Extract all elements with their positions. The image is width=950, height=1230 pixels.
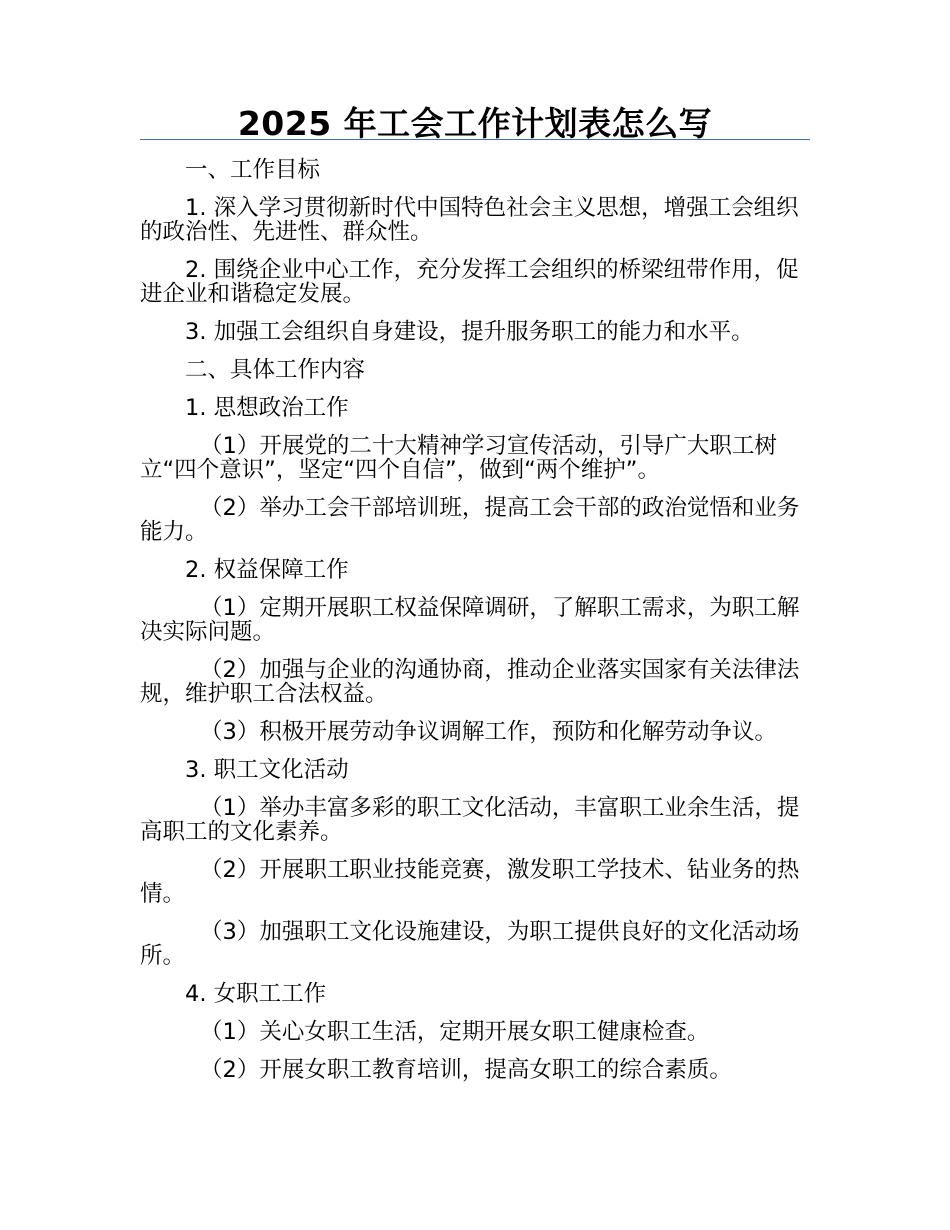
work-item: （1）举办丰富多彩的职工文化活动，丰富职工业余生活，提高职工的文化素养。 xyxy=(140,795,800,845)
subsection-heading-ideology: 1. 思想政治工作 xyxy=(185,395,349,421)
subsection-heading-women: 4. 女职工工作 xyxy=(185,981,327,1007)
work-item: （1）定期开展职工权益保障调研，了解职工需求，为职工解决实际问题。 xyxy=(140,595,800,645)
work-item: （2）开展女职工教育培训，提高女职工的综合素质。 xyxy=(200,1057,732,1083)
work-item: （2）举办工会干部培训班，提高工会干部的政治觉悟和业务能力。 xyxy=(140,495,800,545)
work-item: （1）开展党的二十大精神学习宣传活动，引导广大职工树立“四个意识”，坚定“四个自信”，做到“两个维护”。 xyxy=(140,433,777,483)
goal-item: 2. 围绕企业中心工作，充分发挥工会组织的桥梁纽带作用，促进企业和谐稳定发展。 xyxy=(140,257,799,307)
subsection-heading-rights: 2. 权益保障工作 xyxy=(185,557,349,583)
document-title: 2025 年工会工作计划表怎么写 xyxy=(237,104,713,143)
section-heading-content: 二、具体工作内容 xyxy=(185,357,366,383)
goal-item: 1. 深入学习贯彻新时代中国特色社会主义思想，增强工会组织的政治性、先进性、群众性。 xyxy=(140,195,799,245)
work-item: （2）加强与企业的沟通协商，推动企业落实国家有关法律法规，维护职工合法权益。 xyxy=(140,657,800,707)
title-underline xyxy=(140,139,810,140)
section-heading-goals: 一、工作目标 xyxy=(185,157,321,183)
work-item: （1）关心女职工生活，定期开展女职工健康检查。 xyxy=(200,1019,710,1045)
work-item: （3）加强职工文化设施建设，为职工提供良好的文化活动场所。 xyxy=(140,919,800,969)
work-item: （2）开展职工职业技能竞赛，激发职工学技术、钻业务的热情。 xyxy=(140,857,800,907)
subsection-heading-culture: 3. 职工文化活动 xyxy=(185,757,349,783)
goal-item: 3. 加强工会组织自身建设，提升服务职工的能力和水平。 xyxy=(185,319,754,345)
work-item: （3）积极开展劳动争议调解工作，预防和化解劳动争议。 xyxy=(200,719,777,745)
document-body xyxy=(140,158,810,1096)
